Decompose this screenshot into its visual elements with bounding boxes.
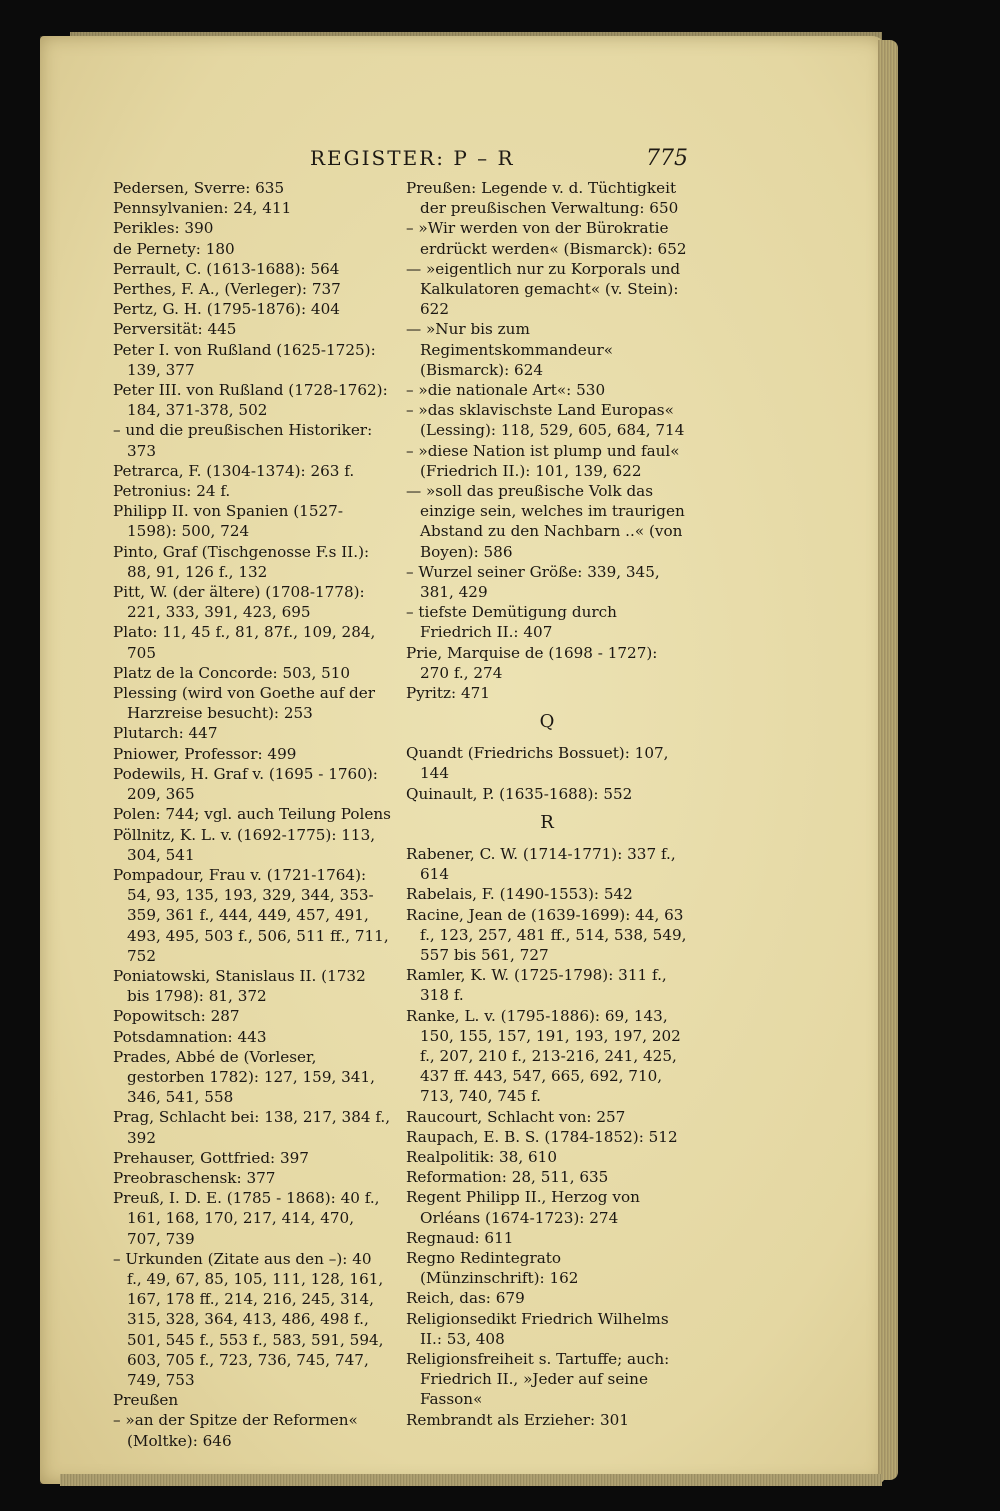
page-header: [110, 144, 692, 178]
index-entry: Raupach, E. B. S. (1784-1852): 512: [406, 1127, 678, 1146]
index-entry: Ranke, L. v. (1795-1886): 69, 143, 150, 155, 157, 191, 193, 197, 202 f., 207, 210 f., 213-216, 241, 425, 437 ff. 443, 547, 665, 692, 710, 713, 740, 745 f.: [406, 1006, 681, 1106]
index-entry: Religionsfreiheit s. Tartuffe; auch: Friedrich II., »Jeder auf seine Fasson«: [406, 1349, 670, 1409]
index-entry: Quandt (Friedrichs Bossuet): 107, 144: [406, 744, 669, 783]
index-entry: — »eigentlich nur zu Korporals und Kalkulatoren gemacht« (v. Stein): 622: [406, 259, 681, 319]
index-entry: Pertz, G. H. (1795-1876): 404: [113, 300, 340, 319]
index-entry: Pompadour, Frau v. (1721-1764): 54, 93, 135, 193, 329, 344, 353-359, 361 f., 444, 449, 457, 491, 493, 495, 503 f., 506, 511 ff., 711, 752: [113, 865, 389, 965]
index-entry: Peter III. von Rußland (1728-1762): 184, 371-378, 502: [113, 381, 388, 420]
index-entry: – Wurzel seiner Größe: 339, 345, 381, 429: [406, 562, 660, 602]
index-entry: Poniatowski, Stanislaus II. (1732 bis 1798): 81, 372: [113, 966, 366, 1006]
index-entry: Reformation: 28, 511, 635: [406, 1168, 609, 1187]
index-column-left: [113, 178, 391, 1451]
index-entry: Polen: 744; vgl. auch Teilung Polens: [113, 805, 391, 824]
index-entry: – Urkunden (Zitate aus den –): 40 f., 49, 67, 85, 105, 111, 128, 161, 167, 178 ff., 214, 216, 245, 314, 315, 328, 364, 413, 486, 498 f., 501, 545 f., 553 f., 583, 591, 594, 603, 705 f., 723, 736, 745, 747, 749, 753: [113, 1249, 384, 1389]
index-entry: Peter I. von Rußland (1625-1725): 139, 377: [113, 340, 376, 379]
index-entry: Plato: 11, 45 f., 81, 87f., 109, 284, 705: [113, 623, 376, 662]
index-entry: Plutarch: 447: [113, 724, 218, 743]
index-entry: Prie, Marquise de (1698 - 1727): 270 f., 274: [406, 643, 658, 682]
index-entry: Podewils, H. Graf v. (1695 - 1760): 209, 365: [113, 764, 378, 804]
index-entry: Prehauser, Gottfried: 397: [113, 1148, 309, 1167]
index-entry: Regno Redintegrato (Münzinschrift): 162: [406, 1248, 579, 1288]
index-entry: Pedersen, Sverre: 635: [113, 179, 285, 197]
section-letter-r: R: [540, 811, 554, 833]
index-entry: Preobraschensk: 377: [113, 1168, 276, 1187]
index-entry: Rabener, C. W. (1714-1771): 337 f., 614: [406, 844, 676, 884]
index-entry: Perversität: 445: [113, 320, 237, 339]
index-entry: Petronius: 24 f.: [113, 482, 231, 501]
running-title: REGISTER: P – R: [310, 146, 515, 170]
page-number: 775: [646, 146, 688, 171]
index-entry: – »das sklavischste Land Europas« (Lessing): 118, 529, 605, 684, 714: [406, 401, 685, 440]
index-entry: Preußen: [113, 1391, 179, 1410]
index-entry: Pniower, Professor: 499: [113, 744, 297, 763]
index-entry: Racine, Jean de (1639-1699): 44, 63 f., 123, 257, 481 ff., 514, 538, 549, 557 bis 561, 727: [406, 905, 687, 964]
index-entry: Realpolitik: 38, 610: [406, 1147, 557, 1166]
index-entry: de Pernety: 180: [113, 239, 235, 258]
index-entry: Potsdamnation: 443: [113, 1027, 267, 1046]
index-entry: Preuß, I. D. E. (1785 - 1868): 40 f., 161, 168, 170, 217, 414, 470, 707, 739: [113, 1189, 380, 1248]
index-entry: Petrarca, F. (1304-1374): 263 f.: [113, 461, 355, 480]
index-entry: Perthes, F. A., (Verleger): 737: [113, 280, 341, 299]
page-stack-bottom-edge: [60, 1474, 882, 1486]
section-letter-q: Q: [539, 711, 555, 733]
index-entry: Plessing (wird von Goethe auf der Harzreise besucht): 253: [113, 684, 375, 723]
index-entry: Preußen: Legende v. d. Tüchtigkeit der preußischen Verwaltung: 650: [406, 179, 679, 218]
index-entry: Platz de la Concorde: 503, 510: [113, 663, 351, 682]
index-entry: Pinto, Graf (Tischgenosse F.s II.): 88, 91, 126 f., 132: [113, 542, 370, 581]
index-entry: Philipp II. von Spanien (1527-1598): 500, 724: [113, 502, 343, 541]
index-entry: Regnaud: 611: [406, 1228, 514, 1247]
index-entry: — »soll das preußische Volk das einzige sein, welches im traurigen Abstand zu den Nachbarn ..« (von Boyen): 586: [406, 482, 685, 561]
index-entry: – tiefste Demütigung durch Friedrich II.: 407: [406, 603, 617, 642]
index-entry: Prades, Abbé de (Vorleser, gestorben 1782): 127, 159, 341, 346, 541, 558: [113, 1047, 375, 1107]
index-entry: Prag, Schlacht bei: 138, 217, 384 f., 392: [113, 1108, 391, 1147]
index-entry: – »diese Nation ist plump und faul« (Friedrich II.): 101, 139, 622: [406, 441, 680, 480]
index-entry: — »Nur bis zum Regimentskommandeur« (Bismarck): 624: [406, 320, 614, 379]
index-entry: Quinault, P. (1635-1688): 552: [406, 784, 633, 803]
index-entry: Perrault, C. (1613-1688): 564: [113, 259, 340, 278]
index-column-right: [406, 178, 688, 1430]
index-entry: Perikles: 390: [113, 219, 214, 238]
index-entry: Reich, das: 679: [406, 1289, 525, 1308]
index-entry: Pöllnitz, K. L. v. (1692-1775): 113, 304, 541: [113, 825, 376, 864]
index-entry: Regent Philipp II., Herzog von Orléans (1674-1723): 274: [406, 1188, 640, 1227]
index-entry: – »Wir werden von der Bürokratie erdrückt werden« (Bismarck): 652: [406, 219, 687, 258]
index-entry: Rabelais, F. (1490-1553): 542: [406, 885, 633, 904]
index-entry: Rembrandt als Erzieher: 301: [406, 1410, 629, 1429]
page-stack-fore-edge: [878, 40, 898, 1480]
index-entry: Pennsylvanien: 24, 411: [113, 199, 292, 218]
index-entry: Popowitsch: 287: [113, 1007, 240, 1026]
index-entry: – »an der Spitze der Reformen« (Moltke): 646: [113, 1411, 358, 1450]
index-entry: Ramler, K. W. (1725-1798): 311 f., 318 f.: [406, 966, 667, 1005]
index-entry: Pitt, W. (der ältere) (1708-1778): 221, 333, 391, 423, 695: [113, 583, 365, 622]
index-entry: Raucourt, Schlacht von: 257: [406, 1107, 626, 1126]
index-entry: – und die preußischen Historiker: 373: [113, 421, 373, 460]
index-entry: Religionsedikt Friedrich Wilhelms II.: 53, 408: [406, 1309, 669, 1348]
index-entry: – »die nationale Art«: 530: [406, 381, 606, 400]
index-entry: Pyritz: 471: [406, 684, 490, 703]
